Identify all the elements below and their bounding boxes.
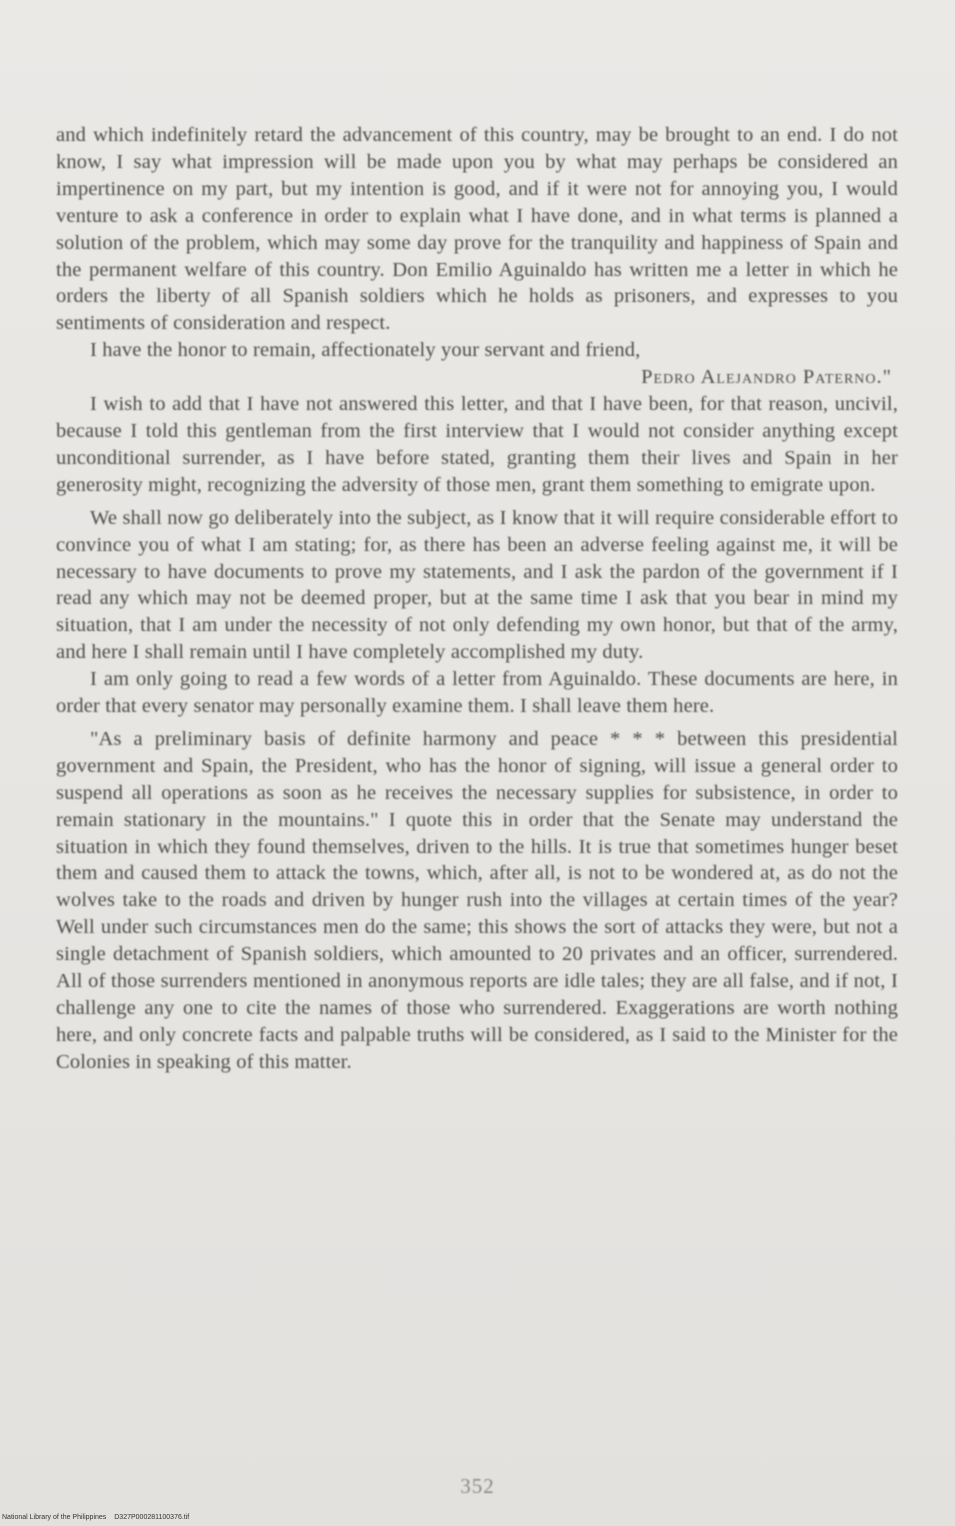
paragraph-preliminary-basis: "As a preliminary basis of definite harmony and peace * * * between this presidential government and Spain, the President, who has the honor of signing, will issue a general order to suspend all operations as soon as he receives the necessary supplies for subsistence, in order to remain stationary in the mountains." I quote this in order that the Senate may understand the situation in which they found themselves, driven to the hills. It is true that sometimes hunger beset them and caused them to attack the towns, which, after all, is not to be wondered at, as do not the wolves take to the roads and driven by hunger rush into the villages at certain times of the year? Well under such circumstances men do the same; this shows the sort of attacks they were, but not a single detachment of Spanish soldiers, which amounted to 20 privates and an officer, surrendered. All of those surrenders mentioned in anonymous reports are idle tales; they are all false, and if not, I challenge any one to cite the names of those who surrendered. Exaggerations are worth nothing here, and only concrete facts and palpable truths will be considered, as I said to the Minister for the Colonies in speaking of this matter. (56, 727, 898, 1073)
paragraph-aguinaldo-letter: I am only going to read a few words of a letter from Aguinaldo. These documents are here, in order that every senator may personally examine them. I shall leave them here. (56, 668, 898, 718)
paragraph-unanswered-letter: I wish to add that I have not answered this letter, and that I have been, for that reason, uncivil, because I told this gentleman from the first interview that I would not consider anything except unconditional surrender, as I have before stated, granting them their lives and Spain in her generosity might, recognizing the adversity of those men, grant them something to emigrate upon. (56, 393, 898, 496)
letter-signature: Pedro Alejandro Paterno." (641, 366, 892, 389)
paragraph-letter-continuation: and which indefinitely retard the advancement of this country, may be brought to an end. I do not know, I say what impression will be made upon you by what may perhaps be considered an impertinence on my part, but my intention is good, and if it were not for annoying you, I would venture to ask a conference in order to explain what I have done, and in what terms is planned a solution of the problem, which may some day prove for the tranquility and happiness of Spain and the permanent welfare of this country. Don Emilio Aguinaldo has written me a letter in which he orders the liberty of all Spanish soldiers which he holds as prisoners, and expresses to you sentiments of consideration and respect. (56, 124, 898, 335)
paragraph-closing: I have the honor to remain, affectionately your servant and friend, (90, 339, 641, 362)
file-code: D327P000281100376.tif (114, 1514, 190, 1521)
scan-credit (2, 1514, 189, 1521)
body-text (56, 122, 898, 1076)
paragraph-deliberation: We shall now go deliberately into the subject, as I know that it will require considerable effort to convince you of what I am stating; for, as there has been an adverse feeling against me, it will be necessary to have documents to prove my statements, and I ask the pardon of the government if I read any which may not be deemed proper, but at the same time I ask that you bear in mind my situation, that I am under the necessity of not only defending my own honor, but that of the army, and here I shall remain until I have completely accomplished my duty. (56, 506, 898, 664)
page-number: 352 (460, 1474, 495, 1498)
library-name: National Library of the Philippines (2, 1514, 107, 1521)
